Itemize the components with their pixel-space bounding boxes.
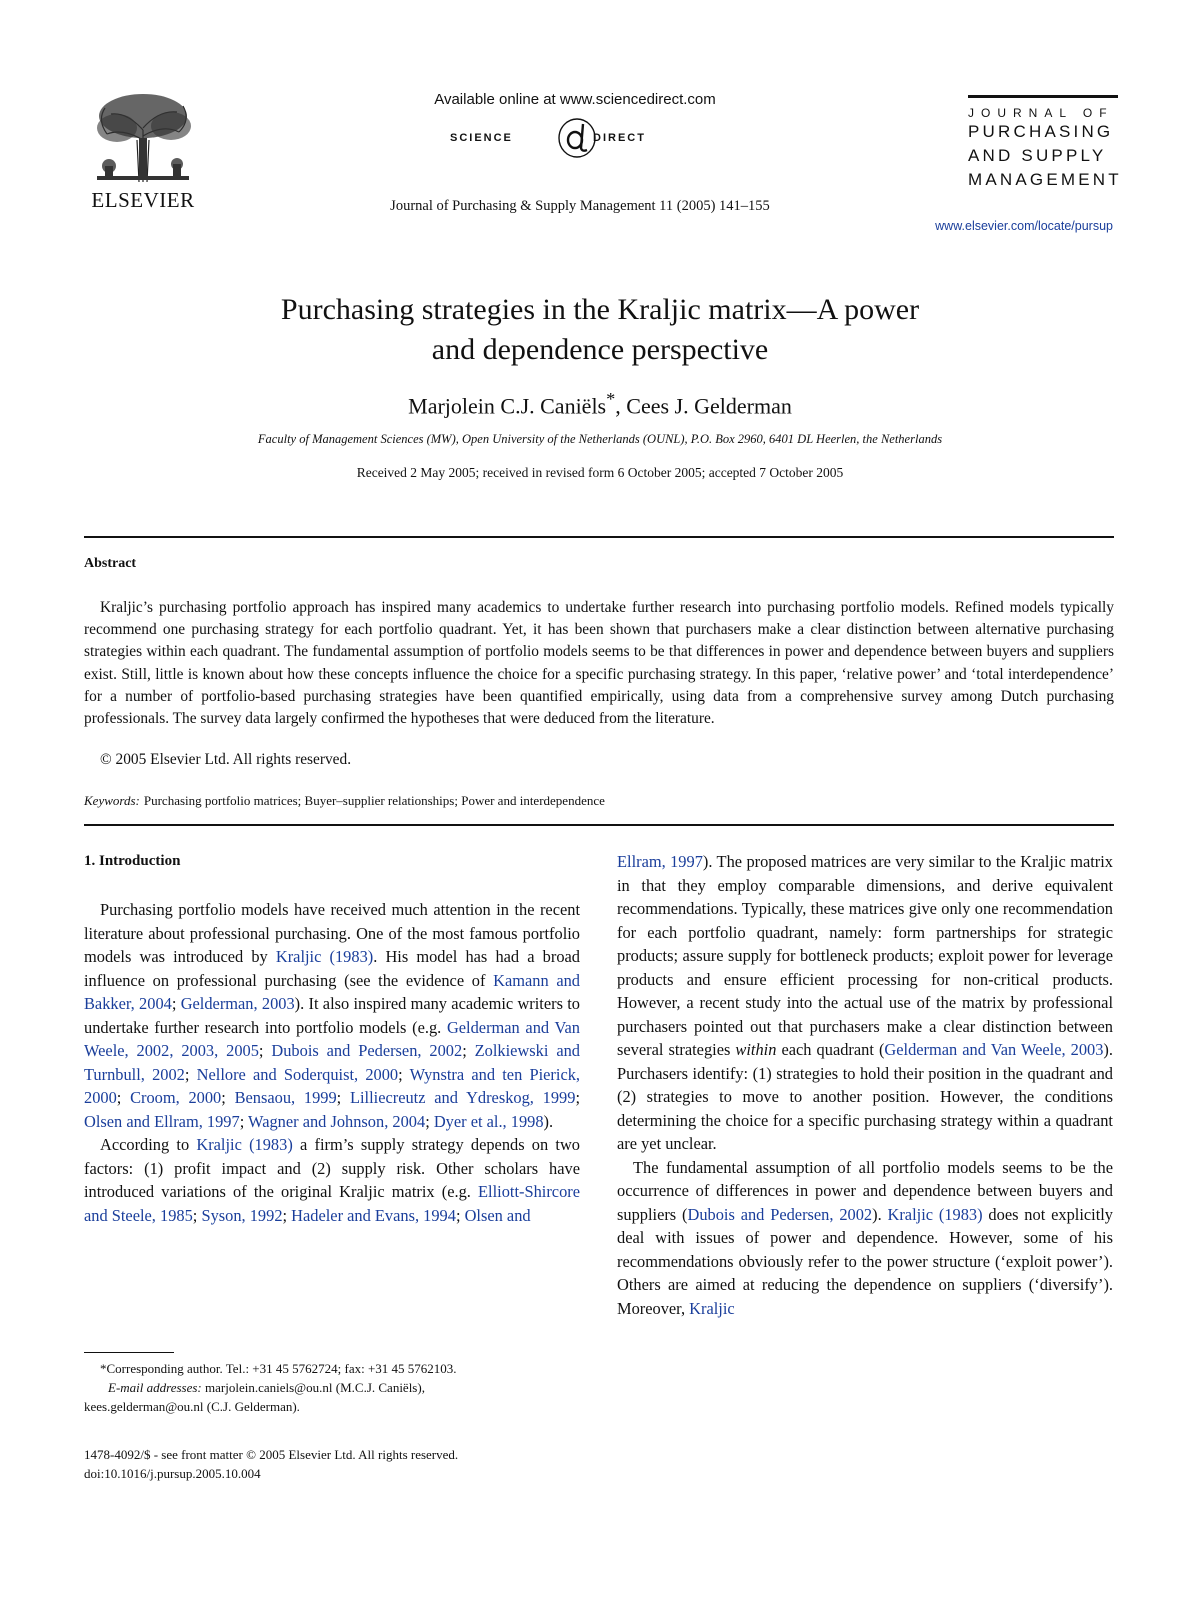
citation-link[interactable]: Gelderman and Van Weele, 2002, 2003, 2005 <box>84 1017 580 1060</box>
journal-citation: Journal of Purchasing & Supply Management 11 (2005) 141–155 <box>390 198 770 214</box>
title-line2: and dependence perspective <box>431 333 769 366</box>
citation-link[interactable]: Lilliecreutz and Ydreskog, 1999 <box>349 1088 576 1107</box>
journal-logo-line1: JOURNAL OF <box>968 106 1114 120</box>
abstract-text: Kraljic’s purchasing portfolio approach has inspired many academics to undertake further research into purchasing portfolio models. Refined models typically recommend one purchasing strategy for each portfolio quadrant. Yet, it has been shown that purchasers make a clear distinction between alternative purchasing strategies within each quadrant. The fundamental assumption of portfolio models seems to be that differences in power and dependence between buyers and suppliers exist. Still, little is known about how these concepts influence the choice for a specific purchasing strategy. In this paper, ‘relative power’ and ‘total interdependence’ for a number of portfolio-based purchasing strategies have been quantified empirically, using data from a comprehensive survey among Dutch purchasing professionals. The survey data largely confirmed the hypotheses that were deduced from the literature. <box>84 599 1114 728</box>
sciencedirect-logo <box>448 118 688 162</box>
sciencedirect-at-icon <box>556 114 598 160</box>
citation-link[interactable]: Wynstra and ten Pierick, 2000 <box>84 1064 581 1107</box>
citation-link[interactable]: Bensaou, 1999 <box>234 1088 337 1107</box>
sciencedirect-left: SCIENCE <box>450 132 513 144</box>
footnote-email <box>84 1378 584 1397</box>
available-online: Available online at www.sciencedirect.com <box>434 91 716 108</box>
email-label: E-mail addresses: <box>108 1380 202 1395</box>
citation-link[interactable]: Hadeler and Evans, 1994 <box>291 1205 456 1225</box>
paragraph: The fundamental assumption of all portfolio models seems to be the occurrence of differences in power and dependence between buyers and suppliers (Dubois and Pedersen, 2002). Kraljic (1983) does not explicitly deal with issues of power and dependence. However, some of his recommendations obviously refer to the power structure (‘exploit power’). Others are aimed at reducing the dependence on suppliers (‘diversify’). Moreover, Kraljic <box>617 1157 1114 1318</box>
keywords-label: Keywords: <box>84 793 140 808</box>
right-column <box>617 850 1113 1320</box>
abstract-copyright: © 2005 Elsevier Ltd. All rights reserved. <box>100 751 352 768</box>
author-separator: , <box>615 393 627 419</box>
citation-link[interactable]: Nellore and Soderquist, 2000 <box>196 1064 399 1084</box>
journal-url-link[interactable]: www.elsevier.com/locate/pursup <box>935 219 1113 233</box>
citation-link[interactable]: Kraljic <box>689 1298 735 1318</box>
journal-logo-line3: AND SUPPLY <box>968 146 1107 165</box>
elsevier-wordmark: ELSEVIER <box>91 188 195 212</box>
paragraph: Purchasing portfolio models have received much attention in the recent literature about professional purchasing. One of the most famous portfolio models was introduced by Kraljic (1983). His model has had a broad influence on professional purchasing (see the evidence of Kamann and Bakker, 2004; Gelderman, 2003). It also inspired many academic writers to undertake further research into portfolio models (e.g. Gelderman and Van Weele, 2002, 2003, 2005; Dubois and Pedersen, 2002; Zolkiewski and Turnbull, 2002; Nellore and Soderquist, 2000; Wynstra and ten Pierick, 2000; Croom, 2000; Bensaou, 1999; Lilliecreutz and Ydreskog, 1999; Olsen and Ellram, 1997; Wagner and Johnson, 2004; Dyer et al., 1998). <box>84 900 581 1131</box>
keywords <box>84 793 605 809</box>
article-title <box>150 290 1050 370</box>
footnote <box>84 1359 584 1416</box>
authors <box>200 389 1000 419</box>
issn-line: 1478-4092/$ - see front matter © 2005 Elsevier Ltd. All rights reserved. <box>84 1447 459 1462</box>
citation-link[interactable]: Croom, 2000 <box>130 1088 222 1107</box>
abstract-top-rule <box>84 536 1114 538</box>
journal-logo-line4: MANAGEMENT <box>968 170 1122 189</box>
citation-link[interactable]: Zolkiewski and Turnbull, 2002 <box>84 1041 580 1084</box>
citation-link[interactable]: Dyer et al., 1998 <box>433 1111 544 1131</box>
paragraph: Ellram, 1997). The proposed matrices are very similar to the Kraljic matrix in that they employ comparable dimensions, and derive equivalent recommendations. Typically, these matrices give only one recommendation for each portfolio quadrant, namely: form partnerships for strategic products; assure supply for bottleneck products; exploit power for leverage products and ensure efficient processing for non-critical products. However, a recent study into the actual use of the matrix by professional purchasers pointed out that purchasers make a clear distinction between several strategies within each quadrant (Gelderman and Van Weele, 2003). Purchasers identify: (1) strategies to hold their position in the quadrant and (2) strategies to move to another position. However, the conditions determining the choice for a specific purchasing strategy within a quadrant are yet unclear. <box>617 852 1113 1153</box>
citation-link[interactable]: Elliott-Shircore and Steele, 1985 <box>84 1182 580 1225</box>
left-column <box>84 898 580 1227</box>
journal-logo-line2: PURCHASING <box>968 122 1114 141</box>
doi-line[interactable]: doi:10.1016/j.pursup.2005.10.004 <box>84 1466 261 1481</box>
paragraph: According to Kraljic (1983) a firm’s supply strategy depends on two factors: (1) profit impact and (2) supply risk. Other scholars have introduced variations of the original Kraljic matrix (e.g. Elliott-Shircore and Steele, 1985; Syson, 1992; Hadeler and Evans, 1994; Olsen and <box>84 1135 580 1225</box>
email-link-1[interactable]: marjolein.caniels@ou.nl (M.C.J. Caniëls), <box>201 1380 425 1395</box>
section-heading-introduction: 1. Introduction <box>84 853 181 869</box>
footnote-corresponding: *Corresponding author. Tel.: +31 45 5762724; fax: +31 45 5762103. <box>100 1361 457 1376</box>
author1: Marjolein C.J. Caniëls <box>408 393 607 419</box>
author2: Cees J. Gelderman <box>626 393 792 419</box>
title-line1: Purchasing strategies in the Kraljic matrix—A power <box>280 293 920 326</box>
email-link-2[interactable]: kees.gelderman@ou.nl (C.J. Gelderman). <box>84 1399 300 1414</box>
citation-link[interactable]: Syson, 1992 <box>201 1205 283 1225</box>
citation-link[interactable]: Kraljic (1983) <box>196 1135 293 1154</box>
citation-link[interactable]: Kamann and Bakker, 2004 <box>84 970 580 1013</box>
emphasis: within <box>735 1040 777 1059</box>
journal-logo <box>968 95 1122 192</box>
elsevier-logo <box>84 90 202 216</box>
abstract-bottom-rule <box>84 824 1114 826</box>
citation-link[interactable]: Olsen and Ellram, 1997 <box>84 1111 240 1131</box>
sciencedirect-right: DIRECT <box>593 132 646 144</box>
affiliation: Faculty of Management Sciences (MW), Open University of the Netherlands (OUNL), P.O. Box 2960, 6401 DL Heerlen, the Netherlands <box>257 432 943 446</box>
abstract-heading: Abstract <box>84 556 137 571</box>
keywords-text: Purchasing portfolio matrices; Buyer–supplier relationships; Power and interdependence <box>143 793 605 808</box>
bottom-matter <box>84 1445 604 1483</box>
citation-link[interactable]: Gelderman and Van Weele, 2003 <box>884 1040 1104 1059</box>
citation-link[interactable]: Dubois and Pedersen, 2002 <box>687 1204 873 1224</box>
elsevier-tree-icon <box>87 90 199 186</box>
footnote-rule <box>84 1352 174 1353</box>
citation-link[interactable]: Kraljic (1983) <box>275 947 374 966</box>
citation-link[interactable]: Dubois and Pedersen, 2002 <box>271 1041 463 1060</box>
citation-link[interactable]: Wagner and Johnson, 2004 <box>248 1111 426 1131</box>
citation-link[interactable]: Kraljic (1983) <box>887 1204 983 1224</box>
corresponding-mark[interactable]: * <box>606 389 616 409</box>
received-dates: Received 2 May 2005; received in revised form 6 October 2005; accepted 7 October 2005 <box>356 465 844 480</box>
citation-link[interactable]: Ellram, 1997 <box>617 852 703 871</box>
citation-link[interactable]: Gelderman, 2003 <box>180 994 295 1013</box>
citation-link[interactable]: Olsen and <box>464 1205 531 1225</box>
